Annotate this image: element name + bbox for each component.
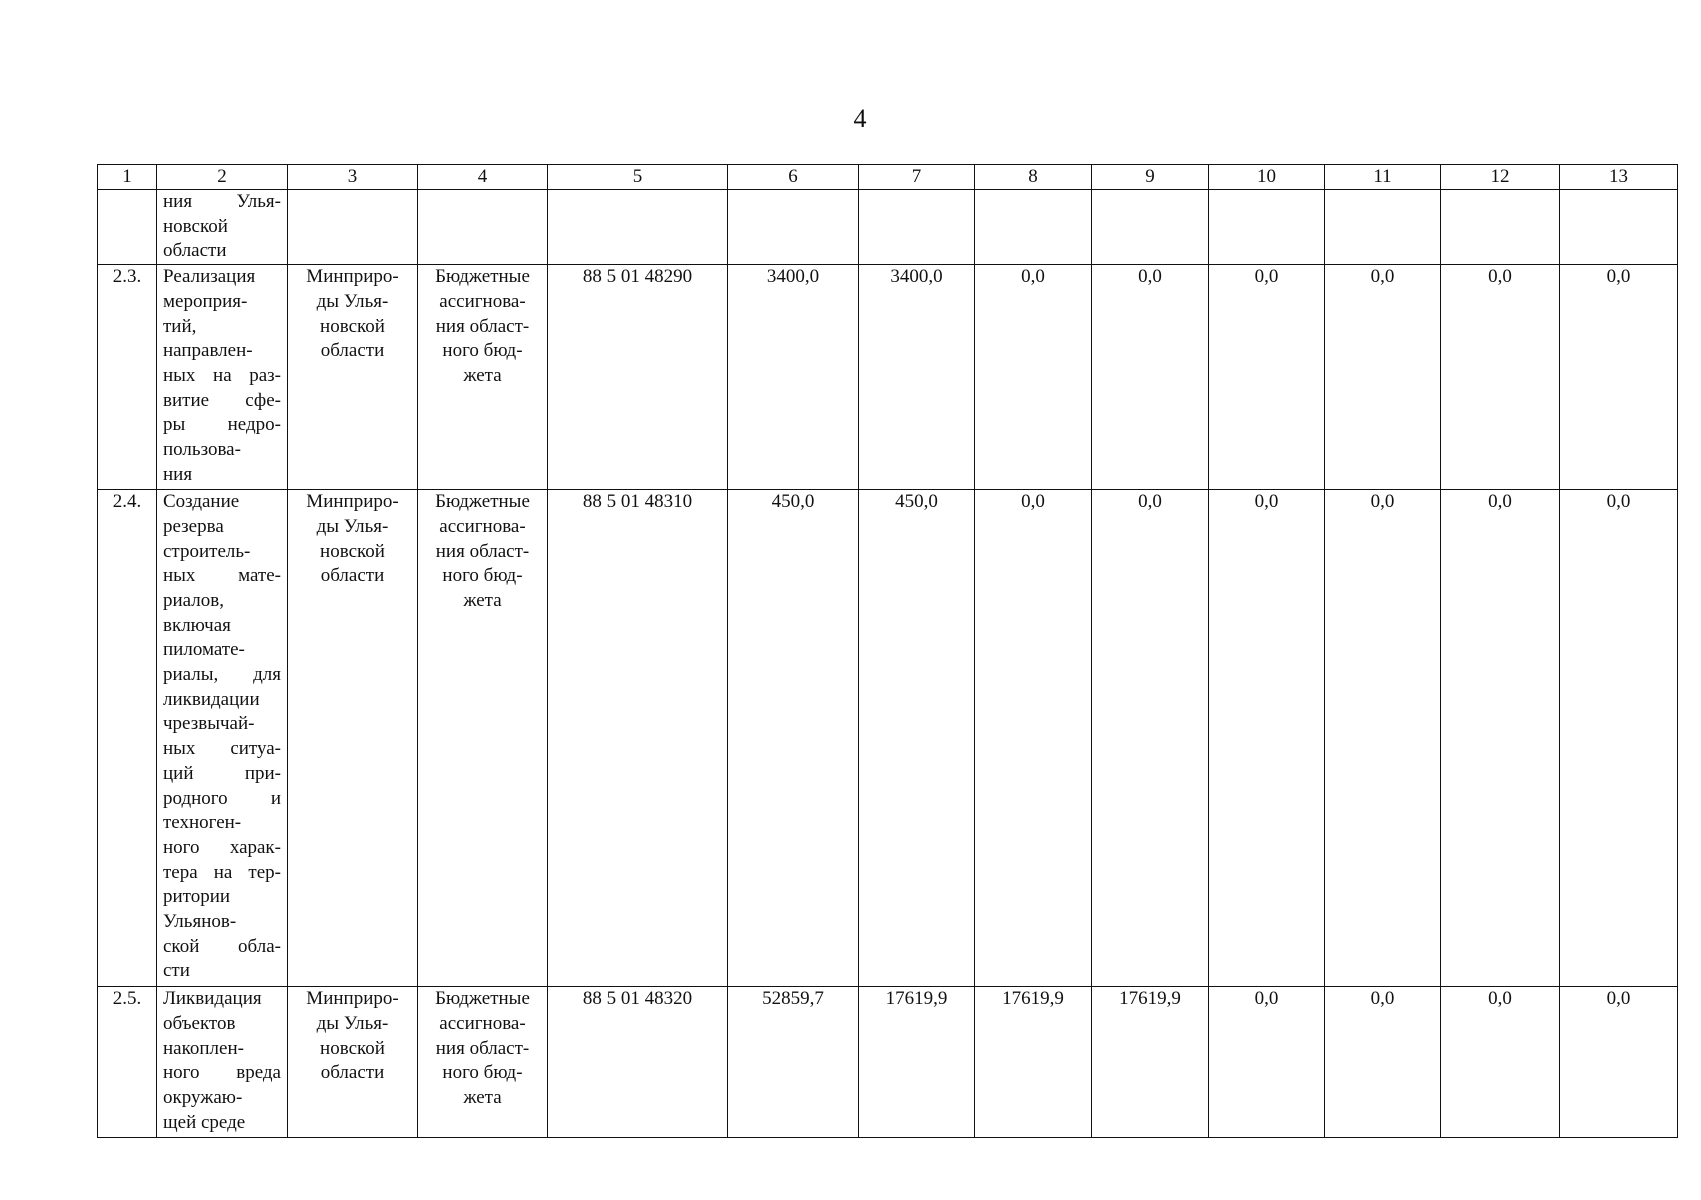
- measure-name-line: области: [163, 240, 227, 262]
- funding-source-cell: [418, 265, 548, 490]
- measure-name-line: направлен-: [163, 340, 253, 362]
- amount-cell: 17619,9: [1092, 987, 1209, 1138]
- responsible-executor-cell: [288, 490, 418, 987]
- measure-name-line: строитель-: [163, 540, 251, 562]
- budget-code-cell: [548, 190, 728, 265]
- measure-name-line: щей среде: [163, 1111, 246, 1133]
- column-header: 6: [728, 165, 859, 190]
- measure-name-line: ской обла-: [163, 935, 281, 957]
- funding-source-cell: [418, 490, 548, 987]
- measure-name-line: объектов: [163, 1012, 236, 1034]
- responsible-executor-cell: [288, 987, 418, 1138]
- measure-name-line: сти: [163, 960, 190, 982]
- funding-source-line: Бюджетные: [435, 266, 530, 288]
- funding-source-line: ассигнова-: [439, 1012, 526, 1034]
- measure-name-line: риалов,: [163, 589, 224, 611]
- measure-name-line: витие сфе-: [163, 389, 281, 411]
- measure-name-line: ния: [163, 463, 193, 485]
- column-header: 10: [1209, 165, 1325, 190]
- responsible-executor-line: новской: [320, 1037, 385, 1059]
- column-header: 8: [975, 165, 1092, 190]
- measure-name-line: мероприя-: [163, 290, 248, 312]
- page-number: 4: [853, 104, 867, 133]
- funding-source-cell: [418, 987, 548, 1138]
- column-header: 3: [288, 165, 418, 190]
- funding-source-line: ного бюд-: [442, 1062, 523, 1084]
- amount-cell: 0,0: [1441, 265, 1560, 490]
- amount-cell: 0,0: [1325, 265, 1441, 490]
- budget-code-cell: 88 5 01 48290: [548, 265, 728, 490]
- measure-name-line: ния Улья-: [163, 191, 281, 212]
- row-number-cell: [98, 190, 157, 265]
- column-header: 7: [859, 165, 975, 190]
- measure-name-line: ций при-: [163, 762, 281, 784]
- responsible-executor-cell: [288, 190, 418, 265]
- responsible-executor-line: новской: [320, 315, 385, 337]
- measure-name-cell: [157, 190, 288, 265]
- measure-name-line: ритории: [163, 886, 231, 908]
- column-header: 5: [548, 165, 728, 190]
- amount-cell: 0,0: [1209, 490, 1325, 987]
- measure-name-line: родного и: [163, 787, 281, 809]
- budget-table: [97, 164, 1678, 1138]
- amount-cell: [1092, 190, 1209, 265]
- amount-cell: 0,0: [975, 265, 1092, 490]
- amount-cell: 3400,0: [859, 265, 975, 490]
- amount-cell: 0,0: [1441, 987, 1560, 1138]
- amount-cell: 3400,0: [728, 265, 859, 490]
- column-header: 12: [1441, 165, 1560, 190]
- amount-cell: 0,0: [1209, 987, 1325, 1138]
- amount-cell: 52859,7: [728, 987, 859, 1138]
- amount-cell: [1325, 190, 1441, 265]
- amount-cell: 17619,9: [859, 987, 975, 1138]
- measure-name-line: тера на тер-: [163, 861, 281, 883]
- measure-name-line: Реализация: [163, 266, 256, 288]
- measure-name-line: ных на раз-: [163, 364, 281, 386]
- measure-name-line: Ульянов-: [163, 911, 237, 933]
- row-number-cell: 2.4.: [98, 490, 157, 987]
- measure-name-line: Создание: [163, 491, 240, 513]
- funding-source-line: жета: [463, 589, 502, 611]
- measure-name-line: ных мате-: [163, 565, 281, 587]
- measure-name-cell: [157, 490, 288, 987]
- measure-name-line: тий,: [163, 315, 197, 337]
- measure-name-cell: [157, 265, 288, 490]
- column-header: 9: [1092, 165, 1209, 190]
- amount-cell: [975, 190, 1092, 265]
- measure-name-line: ликвидации: [163, 688, 260, 710]
- funding-source-line: ния област-: [435, 315, 530, 337]
- responsible-executor-line: Минприро-: [306, 266, 399, 288]
- responsible-executor-line: области: [320, 1062, 385, 1084]
- funding-source-line: ассигнова-: [439, 290, 526, 312]
- funding-source-line: ного бюд-: [442, 340, 523, 362]
- measure-name-line: ных ситуа-: [163, 738, 281, 760]
- measure-name-line: Ликвидация: [163, 988, 262, 1010]
- responsible-executor-line: области: [320, 340, 385, 362]
- column-header: 11: [1325, 165, 1441, 190]
- amount-cell: 0,0: [1209, 265, 1325, 490]
- funding-source-cell: [418, 190, 548, 265]
- funding-source-line: ния област-: [435, 540, 530, 562]
- responsible-executor-cell: [288, 265, 418, 490]
- amount-cell: 0,0: [1560, 490, 1678, 987]
- table-row: [98, 490, 1678, 987]
- budget-code-cell: 88 5 01 48320: [548, 987, 728, 1138]
- amount-cell: [859, 190, 975, 265]
- measure-name-line: резерва: [163, 515, 224, 537]
- measure-name-line: риалы, для: [163, 664, 281, 686]
- funding-source-line: жета: [463, 1086, 502, 1108]
- row-number-cell: 2.3.: [98, 265, 157, 490]
- table-row: [98, 987, 1678, 1138]
- table-row: [98, 265, 1678, 490]
- amount-cell: 0,0: [1325, 987, 1441, 1138]
- amount-cell: 0,0: [1560, 265, 1678, 490]
- column-header: 2: [157, 165, 288, 190]
- measure-name-line: техноген-: [163, 812, 242, 834]
- funding-source-line: ния област-: [435, 1037, 530, 1059]
- budget-code-cell: 88 5 01 48310: [548, 490, 728, 987]
- funding-source-line: жета: [463, 364, 502, 386]
- funding-source-line: Бюджетные: [435, 491, 530, 513]
- row-number-cell: 2.5.: [98, 987, 157, 1138]
- responsible-executor-line: области: [320, 565, 385, 587]
- measure-name-line: ры недро-: [163, 414, 281, 436]
- measure-name-line: ного вреда: [163, 1062, 281, 1084]
- amount-cell: 0,0: [1560, 987, 1678, 1138]
- table-row: [98, 190, 1678, 265]
- funding-source-line: Бюджетные: [435, 988, 530, 1010]
- amount-cell: 17619,9: [975, 987, 1092, 1138]
- responsible-executor-line: ды Улья-: [316, 1012, 389, 1034]
- amount-cell: 0,0: [1325, 490, 1441, 987]
- responsible-executor-line: ды Улья-: [316, 290, 389, 312]
- amount-cell: 450,0: [728, 490, 859, 987]
- amount-cell: [1441, 190, 1560, 265]
- measure-name-line: новской: [163, 215, 228, 237]
- measure-name-line: ного харак-: [163, 836, 281, 858]
- measure-name-cell: [157, 987, 288, 1138]
- funding-source-line: ного бюд-: [442, 565, 523, 587]
- measure-name-line: окружаю-: [163, 1086, 243, 1108]
- responsible-executor-line: Минприро-: [306, 491, 399, 513]
- amount-cell: [728, 190, 859, 265]
- measure-name-line: пользова-: [163, 439, 241, 461]
- amount-cell: [1209, 190, 1325, 265]
- funding-source-line: ассигнова-: [439, 515, 526, 537]
- column-header: 13: [1560, 165, 1678, 190]
- measure-name-line: чрезвычай-: [163, 713, 255, 735]
- column-number-header-row: [98, 165, 1678, 190]
- responsible-executor-line: новской: [320, 540, 385, 562]
- column-header: 4: [418, 165, 548, 190]
- amount-cell: 0,0: [1092, 265, 1209, 490]
- amount-cell: 0,0: [975, 490, 1092, 987]
- responsible-executor-line: Минприро-: [306, 988, 399, 1010]
- measure-name-line: пиломате-: [163, 639, 245, 661]
- responsible-executor-line: ды Улья-: [316, 515, 389, 537]
- amount-cell: 0,0: [1092, 490, 1209, 987]
- measure-name-line: накоплен-: [163, 1037, 244, 1059]
- table-body: [98, 190, 1678, 1138]
- amount-cell: 0,0: [1441, 490, 1560, 987]
- measure-name-line: включая: [163, 614, 231, 636]
- amount-cell: [1560, 190, 1678, 265]
- column-header: 1: [98, 165, 157, 190]
- amount-cell: 450,0: [859, 490, 975, 987]
